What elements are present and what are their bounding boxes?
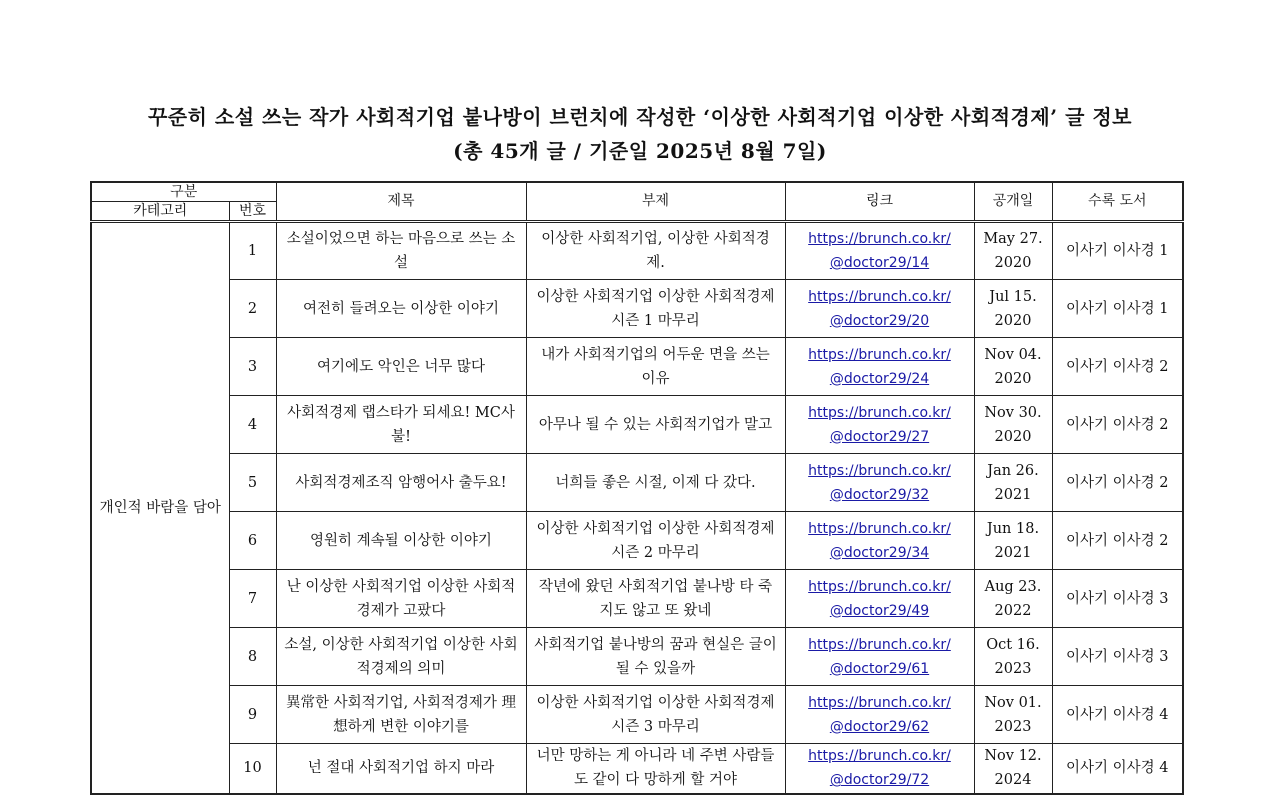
link-part-1[interactable]: https://brunch.co.kr/ <box>808 288 951 305</box>
table-row <box>91 686 1183 744</box>
row-number: 3 <box>229 338 276 396</box>
row-date <box>974 744 1052 794</box>
row-link[interactable] <box>808 521 951 561</box>
table-row <box>91 222 1183 280</box>
date-month-day: Nov 12. <box>984 748 1042 765</box>
title-line-1: 꾸준히 소설 쓰는 작가 사회적기업 붙나방이 브런치에 작성한 ‘이상한 사회적기업 이상한 사회적경제’ 글 정보 <box>147 105 1133 129</box>
row-link-cell <box>785 744 974 794</box>
row-subtitle: 아무나 될 수 있는 사회적기업가 말고 <box>526 396 785 454</box>
date-year: 2023 <box>994 718 1032 735</box>
row-title: 여전히 들려오는 이상한 이야기 <box>276 280 526 338</box>
category-cell: 개인적 바람을 담아 <box>91 222 229 794</box>
table-body <box>91 222 1183 794</box>
date-year: 2020 <box>994 312 1032 329</box>
date-month-day: Nov 04. <box>984 346 1042 363</box>
row-link-cell <box>785 512 974 570</box>
row-date <box>974 454 1052 512</box>
row-book: 이사기 이사경 3 <box>1052 570 1183 628</box>
row-book: 이사기 이사경 1 <box>1052 280 1183 338</box>
row-title: 異常한 사회적기업, 사회적경제가 理想하게 변한 이야기를 <box>276 686 526 744</box>
row-link-cell <box>785 396 974 454</box>
row-title: 사회적경제 랩스타가 되세요! MC사불! <box>276 396 526 454</box>
header-published: 공개일 <box>974 182 1052 222</box>
link-part-1[interactable]: https://brunch.co.kr/ <box>808 231 951 247</box>
date-year: 2020 <box>994 255 1032 271</box>
link-part-2[interactable]: @doctor29/61 <box>829 660 930 677</box>
link-part-1[interactable]: https://brunch.co.kr/ <box>808 694 951 711</box>
row-subtitle: 이상한 사회적기업 이상한 사회적경제 시즌 3 마무리 <box>526 686 785 744</box>
row-book: 이사기 이사경 1 <box>1052 222 1183 280</box>
row-book: 이사기 이사경 2 <box>1052 454 1183 512</box>
row-link[interactable] <box>808 695 951 735</box>
header-title: 제목 <box>276 182 526 222</box>
row-number: 9 <box>229 686 276 744</box>
row-book: 이사기 이사경 3 <box>1052 628 1183 686</box>
link-part-2[interactable]: @doctor29/34 <box>829 544 930 561</box>
header-subtitle: 부제 <box>526 182 785 222</box>
header-category: 카테고리 <box>91 202 229 222</box>
date-month-day: Jun 18. <box>986 520 1040 537</box>
row-number: 7 <box>229 570 276 628</box>
link-part-1[interactable]: https://brunch.co.kr/ <box>808 346 951 363</box>
link-part-2[interactable]: @doctor29/20 <box>829 312 930 329</box>
date-year: 2024 <box>994 772 1032 789</box>
table-row <box>91 338 1183 396</box>
row-link[interactable] <box>808 579 951 619</box>
row-date <box>974 280 1052 338</box>
row-subtitle: 이상한 사회적기업 이상한 사회적경제 시즌 1 마무리 <box>526 280 785 338</box>
link-part-1[interactable]: https://brunch.co.kr/ <box>808 462 951 479</box>
header-link: 링크 <box>785 182 974 222</box>
link-part-2[interactable]: @doctor29/27 <box>829 428 930 445</box>
link-part-2[interactable]: @doctor29/14 <box>829 255 930 271</box>
header-group: 구분 <box>91 182 276 202</box>
article-table <box>90 181 1184 795</box>
table-row <box>91 454 1183 512</box>
row-number: 2 <box>229 280 276 338</box>
row-title: 영원히 계속될 이상한 이야기 <box>276 512 526 570</box>
row-title: 소설이었으면 하는 마음으로 쓰는 소설 <box>276 222 526 280</box>
row-book: 이사기 이사경 2 <box>1052 512 1183 570</box>
row-subtitle: 이상한 사회적기업, 이상한 사회적경제. <box>526 222 785 280</box>
row-book: 이사기 이사경 4 <box>1052 744 1183 794</box>
date-year: 2020 <box>994 370 1032 387</box>
row-link-cell <box>785 338 974 396</box>
row-book: 이사기 이사경 2 <box>1052 396 1183 454</box>
document-title <box>0 100 1280 168</box>
row-date <box>974 628 1052 686</box>
date-month-day: Nov 01. <box>984 694 1042 711</box>
table-row <box>91 396 1183 454</box>
row-number: 8 <box>229 628 276 686</box>
row-number: 6 <box>229 512 276 570</box>
link-part-1[interactable]: https://brunch.co.kr/ <box>808 636 951 653</box>
row-link-cell <box>785 628 974 686</box>
row-link[interactable] <box>808 289 951 329</box>
row-number: 1 <box>229 222 276 280</box>
row-title: 소설, 이상한 사회적기업 이상한 사회적경제의 의미 <box>276 628 526 686</box>
row-number: 5 <box>229 454 276 512</box>
row-book: 이사기 이사경 4 <box>1052 686 1183 744</box>
link-part-2[interactable]: @doctor29/72 <box>829 772 930 789</box>
header-book: 수록 도서 <box>1052 182 1183 222</box>
row-link-cell <box>785 222 974 280</box>
row-book: 이사기 이사경 2 <box>1052 338 1183 396</box>
row-date <box>974 686 1052 744</box>
link-part-1[interactable]: https://brunch.co.kr/ <box>808 404 951 421</box>
row-link-cell <box>785 280 974 338</box>
date-month-day: Aug 23. <box>984 578 1042 595</box>
table-row <box>91 628 1183 686</box>
date-year: 2022 <box>994 602 1032 619</box>
date-year: 2021 <box>994 544 1032 561</box>
link-part-2[interactable]: @doctor29/62 <box>829 718 930 735</box>
row-date <box>974 338 1052 396</box>
table-row <box>91 744 1183 794</box>
row-subtitle: 너희들 좋은 시절, 이제 다 갔다. <box>526 454 785 512</box>
table-header <box>91 182 1183 222</box>
table-row <box>91 570 1183 628</box>
row-title: 난 이상한 사회적기업 이상한 사회적경제가 고팠다 <box>276 570 526 628</box>
row-subtitle: 너만 망하는 게 아니라 네 주변 사람들도 같이 다 망하게 할 거야 <box>526 744 785 794</box>
row-link[interactable] <box>808 231 951 271</box>
date-year: 2021 <box>994 486 1032 503</box>
row-date <box>974 396 1052 454</box>
date-year: 2020 <box>994 428 1032 445</box>
link-part-2[interactable]: @doctor29/24 <box>829 370 930 387</box>
row-title: 넌 절대 사회적기업 하지 마라 <box>276 744 526 794</box>
row-link[interactable] <box>808 405 951 445</box>
row-link[interactable] <box>808 463 951 503</box>
link-part-2[interactable]: @doctor29/49 <box>829 602 930 619</box>
title-line-2: (총 45개 글 / 기준일 2025년 8월 7일) <box>453 139 827 163</box>
date-month-day: Jul 15. <box>989 288 1037 305</box>
row-subtitle: 이상한 사회적기업 이상한 사회적경제 시즌 2 마무리 <box>526 512 785 570</box>
date-month-day: May 27. <box>983 231 1043 247</box>
row-number: 10 <box>229 744 276 794</box>
row-link-cell <box>785 454 974 512</box>
row-title: 사회적경제조직 암행어사 출두요! <box>276 454 526 512</box>
table-row <box>91 280 1183 338</box>
header-number: 번호 <box>229 202 276 222</box>
row-link[interactable] <box>808 347 951 387</box>
date-month-day: Jan 26. <box>987 462 1039 479</box>
row-title: 여기에도 악인은 너무 많다 <box>276 338 526 396</box>
date-month-day: Nov 30. <box>984 404 1042 421</box>
link-part-1[interactable]: https://brunch.co.kr/ <box>808 520 951 537</box>
date-year: 2023 <box>994 660 1032 677</box>
row-date <box>974 222 1052 280</box>
table-row <box>91 512 1183 570</box>
row-link[interactable] <box>808 748 951 788</box>
link-part-2[interactable]: @doctor29/32 <box>829 486 930 503</box>
row-subtitle: 작년에 왔던 사회적기업 붙나방 타 죽지도 않고 또 왔네 <box>526 570 785 628</box>
row-date <box>974 512 1052 570</box>
row-link-cell <box>785 686 974 744</box>
row-subtitle: 사회적기업 붙나방의 꿈과 현실은 글이 될 수 있을까 <box>526 628 785 686</box>
row-number: 4 <box>229 396 276 454</box>
date-month-day: Oct 16. <box>986 636 1040 653</box>
link-part-1[interactable]: https://brunch.co.kr/ <box>808 748 951 765</box>
row-link-cell <box>785 570 974 628</box>
link-part-1[interactable]: https://brunch.co.kr/ <box>808 578 951 595</box>
row-link[interactable] <box>808 637 951 677</box>
row-subtitle: 내가 사회적기업의 어두운 면을 쓰는 이유 <box>526 338 785 396</box>
row-date <box>974 570 1052 628</box>
